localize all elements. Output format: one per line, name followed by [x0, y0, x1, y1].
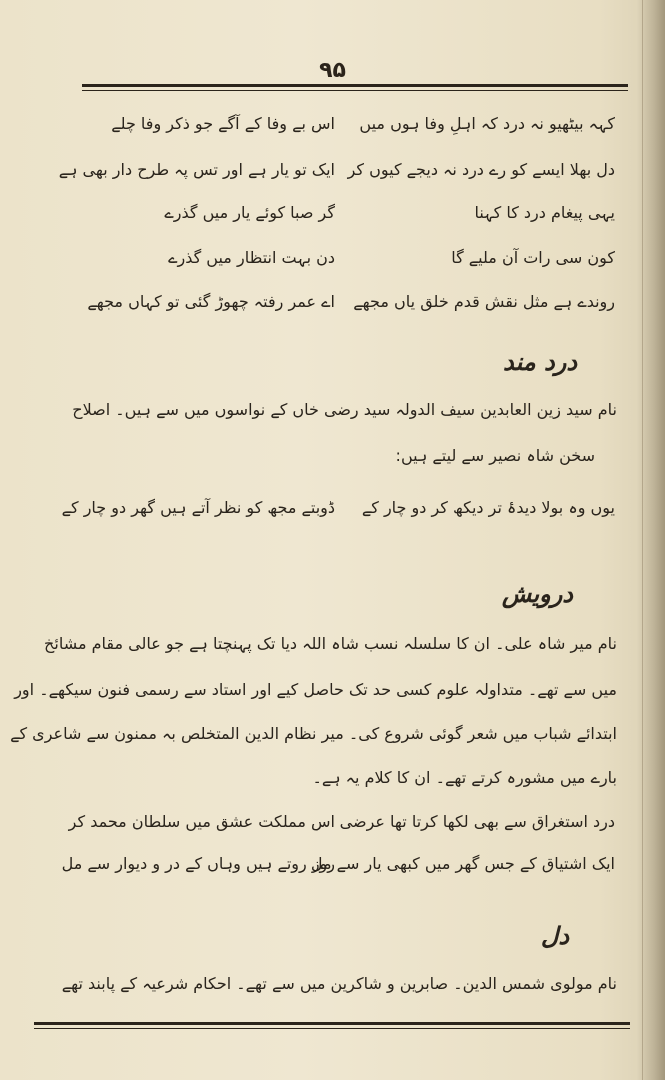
- verse-left: اے عمر رفتہ چھوڑ گئی تو کہاں مجھے: [87, 292, 335, 311]
- verse-left: گر صبا کوئے یار میں گذرے: [164, 203, 335, 222]
- section2-prose-line: نام سید زین العابدین سیف الدولہ سید رضی خاں کے نواسوں میں سے ہیں۔ اصلاح: [72, 400, 617, 419]
- verse-right: درد استغراق سے بھی لکھا کرتا تھا عرضی: [339, 812, 615, 831]
- section4-heading: دل: [540, 922, 569, 950]
- bottom-rule-thin: [34, 1028, 630, 1029]
- top-rule-thin: [82, 90, 628, 91]
- verse-right: دل بھلا ایسے کو رے درد نہ دیجے کیوں کر: [347, 160, 615, 179]
- verse-left: روز روتے ہیں وہاں کے در و دیوار سے مل: [61, 854, 335, 873]
- section2-heading: درد مند: [502, 348, 577, 376]
- section3-prose-line: نام میر شاہ علی۔ ان کا سلسلہ نسب شاہ اللہ دیا تک پہنچتا ہے جو عالی مقام مشائخ: [44, 634, 617, 653]
- section3-prose-line: میں سے تھے۔ متداولہ علوم کسی حد تک حاصل کیے اور استاد سے رسمی فنون سیکھے۔ اور: [14, 680, 617, 699]
- page-number: ۹۵: [319, 58, 346, 83]
- verse-left: اس بے وفا کے آگے جو ذکر وفا چلے: [111, 114, 335, 133]
- verse-right: یہی پیغام درد کا کہنا: [474, 203, 615, 222]
- top-rule-thick: [82, 84, 628, 87]
- section4-prose-line: نام مولوی شمس الدین۔ صابرین و شاکرین میں سے تھے۔ احکام شرعیہ کے پابند تھے: [61, 974, 617, 993]
- verse-left: اس مملکت عشق میں سلطان محمد کر: [68, 812, 335, 831]
- verse-right: ایک اشتیاق کے جس گھر میں کبھی یار سے مل: [310, 854, 615, 873]
- verse-left: ڈوبتے مجھ کو نظر آتے ہیں گھر دو چار کے: [61, 498, 335, 517]
- verse-right: کہہ بیٹھیو نہ درد کہ اہلِ وفا ہوں میں: [359, 114, 615, 133]
- adjacent-page-strip: [642, 0, 665, 1080]
- section2-prose-line: سخن شاہ نصیر سے لیتے ہیں:: [395, 446, 595, 465]
- section3-prose-line: بارے میں مشورہ کرتے تھے۔ ان کا کلام یہ ہے۔: [312, 768, 617, 787]
- verse-right: کون سی رات آن ملیے گا: [451, 248, 615, 267]
- verse-right: روندے ہے مثل نقش قدم خلق یاں مجھے: [353, 292, 615, 311]
- bottom-rule-thick: [34, 1022, 630, 1025]
- verse-right: یوں وہ بولا دیدۂ تر دیکھ کر دو چار کے: [361, 498, 615, 517]
- section3-heading: درویش: [501, 580, 573, 608]
- verse-left: ایک تو یار ہے اور تس پہ طرح دار بھی ہے: [58, 160, 335, 179]
- section3-prose-line: ابتدائے شباب میں شعر گوئی شروع کی۔ میر نظام الدین المتخلص بہ ممنون سے شاعری کے: [10, 724, 617, 743]
- verse-left: دن بہت انتظار میں گذرے: [168, 248, 335, 267]
